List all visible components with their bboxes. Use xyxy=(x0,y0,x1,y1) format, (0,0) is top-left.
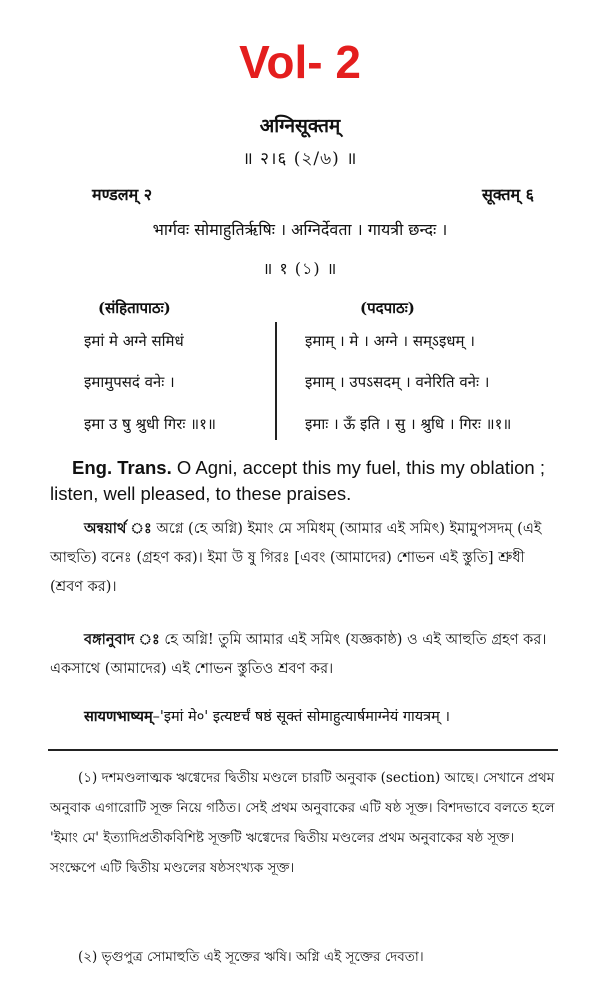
verse-reference: ॥ १ (১) ॥ xyxy=(262,259,338,278)
english-label: Eng. Trans. xyxy=(72,457,172,478)
samhita-line: इमा उ षु श्रुधी गिरः ॥१॥ xyxy=(84,415,216,433)
banganuvad-paragraph xyxy=(50,625,560,684)
english-text: O Agni, accept this my fuel, this my oblation ; listen, well pleased, to these praises. xyxy=(50,457,545,504)
mandal-label: मण्डलम् २ xyxy=(92,185,153,204)
volume-label: Vol- 2 xyxy=(239,36,361,88)
banganuvad-label: বঙ্গানুবাদ ঃ xyxy=(84,631,160,648)
footnote: (২) ভৃগুপুত্র সোমাহুতি এই সূক্তের ঋষি। অগ্নি এই সূক্তের দেবতা। xyxy=(78,949,424,965)
samhita-line: इमामुपसदं वनेः । xyxy=(84,373,175,391)
sayana-paragraph xyxy=(50,702,560,732)
pada-line: इमाम् । उपऽसदम् । वनेरिति वनेः । xyxy=(305,373,490,391)
banganuvad-text: হে অগ্নি! তুমি আমার এই সমিৎ (যজ্ঞকাষ্ঠ) ও এই আহুতি গ্রহণ কর। একসাথে (আমাদের) এই শোভন স্তুতিও শ্রবণ কর। xyxy=(50,632,547,677)
sayana-text: –'इमां मे०' इत्यष्टर्चं षष्ठं सूक्तं सोमाहुत्यार्षमाग्नेयं गायत्रम् । xyxy=(152,709,450,725)
footnote: (১) দশমণ্ডলাত্মক ঋগ্বেদের দ্বিতীয় মণ্ডলে চারটি অনুবাক (section) আছে। সেখানে প্রথম অনুবাক এগারোটি সূক্ত নিয়ে গঠিত। সেই প্রথম অনুবাকের এটি ষষ্ঠ সূক্ত। বিশদভাবে বলতে হলে 'ইমাং মে' ইত্যাদিপ্রতীকবিশিষ্ট সূক্তটি ঋগ্বেদের দ্বিতীয় মণ্ডলের প্রথম অনুবাকের ষষ্ঠ সূক্ত। সংক্ষেপে এটি দ্বিতীয় মণ্ডলের ষষ্ঠসংখ্যক সূক্ত। xyxy=(50,770,555,876)
footnote-divider xyxy=(48,749,558,751)
anvayartha-label: অন্বয়ার্থ ঃ xyxy=(84,520,152,537)
english-translation xyxy=(50,455,566,507)
anvayartha-text: অগ্নে (হে অগ্নি) ইমাং মে সমিধম্ (আমার এই সমিৎ) ইমামুপসদম্ (এই আহুতি) বনেঃ (গ্রহণ কর)। ইমা উ ষু গিরঃ [এবং (আমাদের) শোভন এই স্তুতি] শ্রুধী (শ্রবণ কর)। xyxy=(50,521,542,595)
pada-heading: (पदपाठः) xyxy=(360,299,415,317)
samhita-heading: (संहितापाठः) xyxy=(98,299,171,317)
sukta-title: अग्निसूक्तम् xyxy=(259,115,341,137)
sukta-number: सूक्तम् ६ xyxy=(482,185,534,204)
column-divider xyxy=(275,322,277,440)
sayana-label: सायणभाष्यम् xyxy=(84,708,153,725)
pada-line: इमाः । ऊँ इति । सु । श्रुधि । गिरः ॥१॥ xyxy=(305,415,512,433)
anvayartha-paragraph xyxy=(50,514,560,602)
pada-line: इमाम् । मे । अग्ने । सम्ऽइधम् । xyxy=(305,332,475,350)
rishi-devata-chhanda: भार्गवः सोमाहुतिर्ऋषिः । अग्निर्देवता । गायत्री छन्दः । xyxy=(152,220,448,239)
samhita-line: इमां मे अग्ने समिधं xyxy=(84,332,184,350)
sukta-reference: ॥ २।६ (২/৬) ॥ xyxy=(242,149,358,169)
